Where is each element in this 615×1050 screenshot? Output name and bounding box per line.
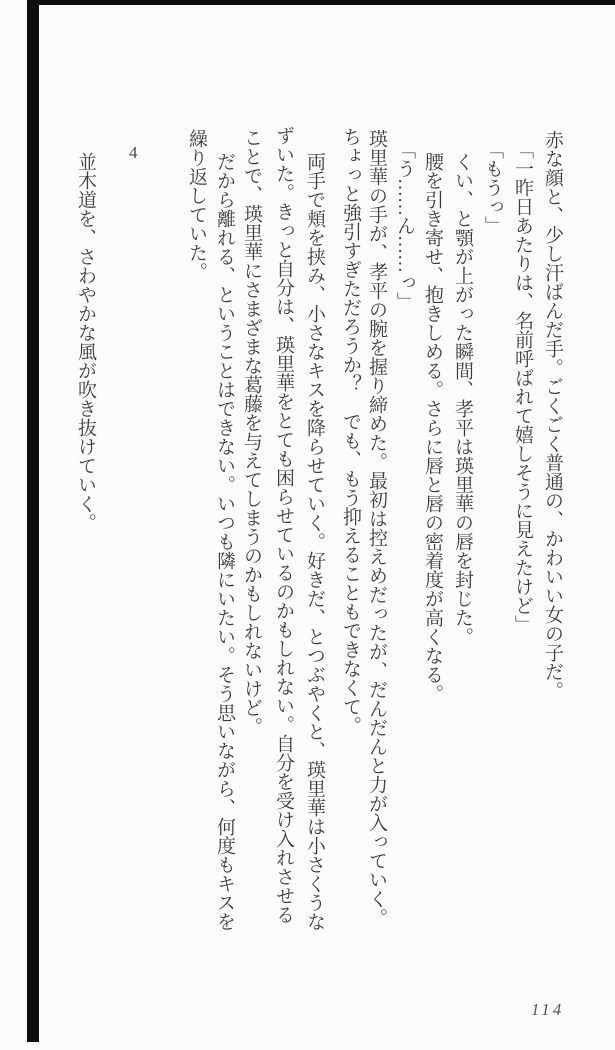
text-column-3: 「もうっ」 <box>482 140 503 235</box>
scan-edge-top <box>27 0 615 5</box>
text-column-2: 「一昨日あたりは、名前呼ばれて嬉しそうに見えたけど」 <box>512 140 533 634</box>
text-column-14: 並木道を、さわやかな風が吹き抜けていく。 <box>75 152 96 532</box>
text-column-12: だから離れる、ということはできない。いつも隣にいたい。そう思いながら、何度もキスを <box>214 152 235 931</box>
text-column-11: ことで、瑛里華にさまざまな葛藤を与えてしまうのかもしれないけど。 <box>241 128 262 736</box>
section-number: 4 <box>129 143 138 162</box>
text-column-13: 繰り返していた。 <box>186 129 207 281</box>
text-column-1: 赤な顔と、少し汗ばんだ手。ごくごく普通の、かわいい女の子だ。 <box>542 130 563 700</box>
page-number: 114 <box>531 1000 565 1019</box>
text-column-5: 腰を引き寄せ、抱きしめる。さらに唇と唇の密着度が高くなる。 <box>422 152 443 703</box>
text-column-7: 瑛里華の手が、孝平の腕を握り締めた。最初は控えめだったが、だんだんと力が入っていく。 <box>366 129 387 927</box>
text-column-9: 両手で頬を挟み、小さなキスを降らせていく。好きだ、とつぶやくと、瑛里華は小さくうな <box>304 152 325 931</box>
text-column-10: ずいた。きっと自分は、瑛里華をとても困らせているのかもしれない。自分を受け入れさせる <box>273 126 294 924</box>
text-column-8: ちょっと強引すぎただろうか？ でも、もう抑えることもできなくて。 <box>340 127 361 735</box>
text-column-4: くい、と顎が上がった瞬間、孝平は瑛里華の唇を封じた。 <box>452 152 473 646</box>
scan-edge-left <box>27 0 39 1042</box>
text-column-6: 「う……ん……っ」 <box>394 140 415 311</box>
